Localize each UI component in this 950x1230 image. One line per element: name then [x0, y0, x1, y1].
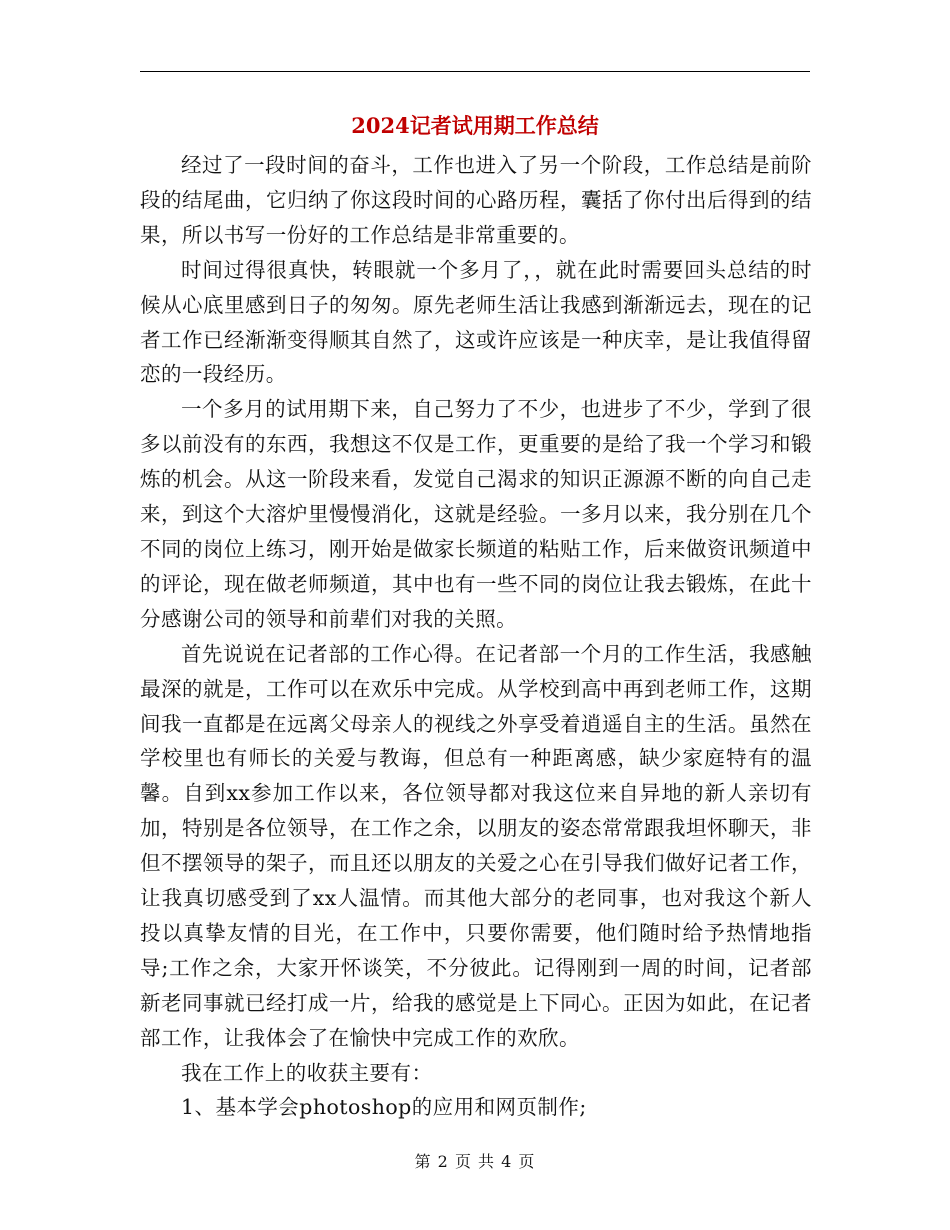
paragraph-probation: 一个多月的试用期下来，自己努力了不少，也进步了不少，学到了很多以前没有的东西，我想这不仅是工作，更重要的是给了我一个学习和锻炼的机会。从这一阶段来看，发觉自己渴求的知识正源源不断的向自己走来，到这个大溶炉里慢慢消化，这就是经验。一多月以来，我分别在几个不同的岗位上练习，刚开始是做家长频道的粘贴工作，后来做资讯频道中的评论，现在做老师频道，其中也有一些不同的岗位让我去锻炼，在此十分感谢公司的领导和前辈们对我的关照。	[140, 397, 812, 631]
paragraph-gain-item-1: 1、基本学会photoshop的应用和网页制作;	[181, 1095, 587, 1120]
document-body	[140, 148, 812, 1125]
paragraph-time: 时间过得很真快，转眼就一个多月了，，就在此时需要回头总结的时候从心底里感到日子的匆匆。原先老师生活让我感到渐渐远去，现在的记者工作已经渐渐变得顺其自然了，这或许应该是一种庆幸，是让我值得留恋的一段经历。	[140, 257, 812, 387]
paragraph-reporter-dept: 首先说说在记者部的工作心得。在记者部一个月的工作生活，我感触最深的就是，工作可以在欢乐中完成。从学校到高中再到老师工作，这期间我一直都是在远离父母亲人的视线之外享受着逍遥自主的生活。虽然在学校里也有师长的关爱与教诲，但总有一种距离感，缺少家庭特有的温馨。自到xx参加工作以来，各位领导都对我这位来自异地的新人亲切有加，特别是各位领导，在工作之余，以朋友的姿态常常跟我坦怀聊天，非但不摆领导的架子，而且还以朋友的关爱之心在引导我们做好记者工作，让我真切感受到了xx人温情。而其他大部分的老同事，也对我这个新人投以真挚友情的目光，在工作中，只要你需要，他们随时给予热情地指导;工作之余，大家开怀谈笑，不分彼此。记得刚到一周的时间，记者部新老同事就已经打成一片，给我的感觉是上下同心。正因为如此，在记者部工作，让我体会了在愉快中完成工作的欢欣。	[140, 641, 812, 1050]
document-title: 2024记者试用期工作总结	[351, 113, 599, 138]
paragraph-gains-heading: 我在工作上的收获主要有：	[181, 1060, 433, 1085]
page-number-footer: 第 2 页 共 4 页	[414, 1152, 536, 1171]
paragraph-intro: 经过了一段时间的奋斗，工作也进入了另一个阶段，工作总结是前阶段的结尾曲，它归纳了你这段时间的心路历程，囊括了你付出后得到的结果，所以书写一份好的工作总结是非常重要的。	[140, 153, 812, 247]
header-rule	[140, 71, 810, 72]
